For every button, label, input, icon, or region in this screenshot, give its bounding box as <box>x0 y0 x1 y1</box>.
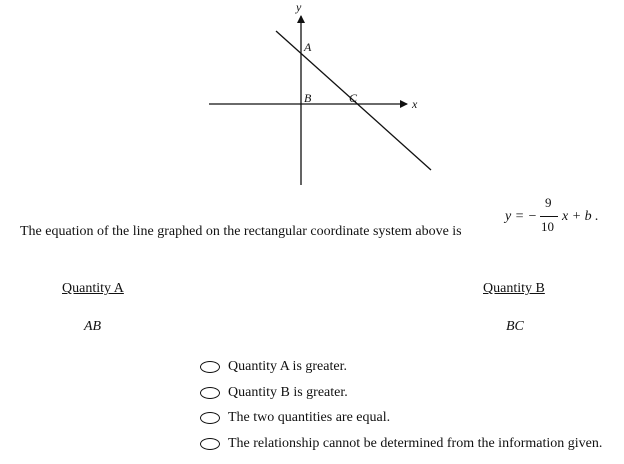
point-b-label: B <box>304 91 312 105</box>
quantity-b-value: BC <box>506 319 524 334</box>
choice-label: Quantity B is greater. <box>228 385 348 400</box>
quantity-a-heading: Quantity A <box>62 281 124 296</box>
quantity-a-value: AB <box>84 319 102 334</box>
choice-quantity-b-greater[interactable] <box>200 383 348 403</box>
point-a-label: A <box>304 40 312 54</box>
choice-label: The relationship cannot be determined from the information given. <box>228 436 603 451</box>
choice-label: Quantity A is greater. <box>228 359 347 374</box>
y-axis-label: y <box>296 0 302 14</box>
choice-cannot-be-determined[interactable] <box>200 434 602 454</box>
equation-fraction-bar <box>540 216 558 217</box>
equation-denominator: 10 <box>541 219 554 234</box>
radio-button[interactable] <box>200 412 220 424</box>
equation-rhs: x + b . <box>562 209 599 224</box>
radio-button[interactable] <box>200 438 220 450</box>
choice-label: The two quantities are equal. <box>228 410 391 425</box>
radio-button[interactable] <box>200 387 220 399</box>
coordinate-graph <box>0 0 624 200</box>
quantity-b-heading: Quantity B <box>483 281 545 296</box>
question-text: The equation of the line graphed on the rectangular coordinate system above is <box>20 224 462 239</box>
x-axis-label: x <box>412 97 418 111</box>
radio-button[interactable] <box>200 361 220 373</box>
choice-quantities-equal[interactable] <box>200 408 390 428</box>
point-c-label: C <box>349 91 358 105</box>
equation-lhs: y = − <box>505 209 538 224</box>
choice-quantity-a-greater[interactable] <box>200 357 347 377</box>
equation-numerator: 9 <box>545 195 552 210</box>
